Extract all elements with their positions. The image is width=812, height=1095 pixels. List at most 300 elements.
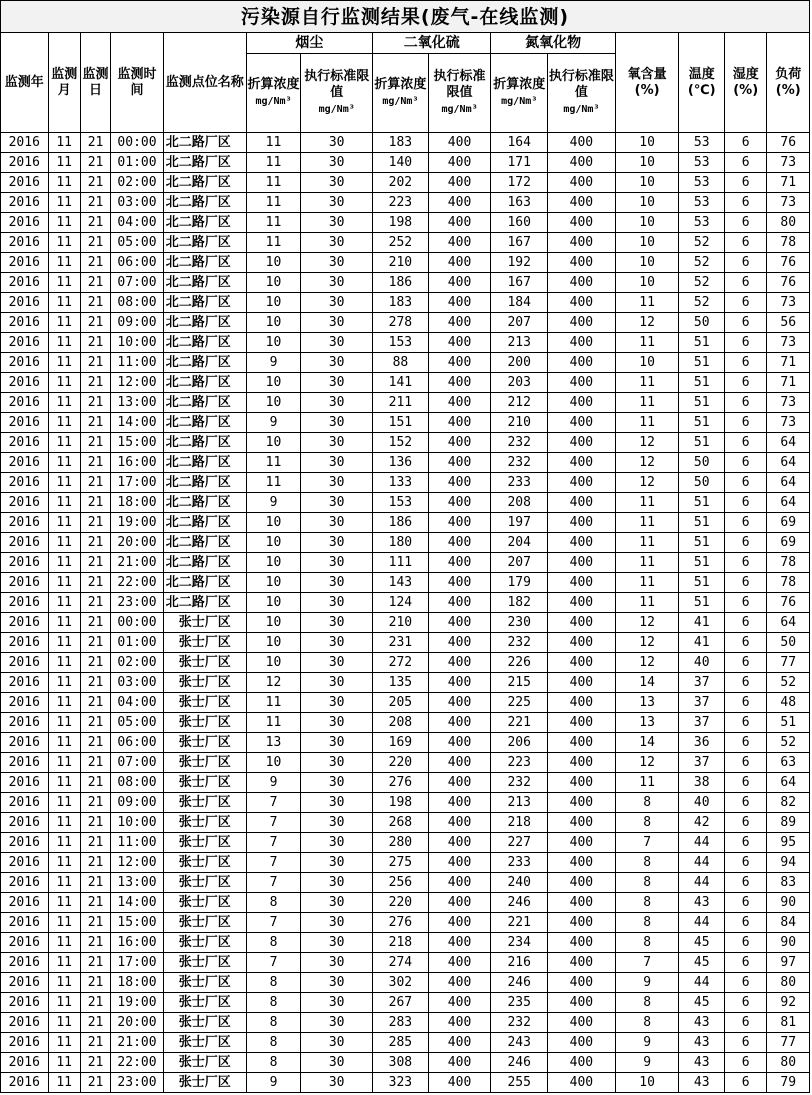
cell-humidity: 6 bbox=[724, 893, 766, 913]
table-row bbox=[1, 453, 810, 473]
cell-soot-conc: 7 bbox=[246, 873, 301, 893]
cell-day: 21 bbox=[80, 973, 110, 993]
cell-nox-limit: 400 bbox=[548, 593, 616, 613]
cell-nox-conc: 213 bbox=[491, 793, 548, 813]
cell-oxygen: 11 bbox=[615, 573, 679, 593]
cell-year: 2016 bbox=[1, 193, 49, 213]
cell-temperature: 43 bbox=[679, 893, 725, 913]
cell-load: 64 bbox=[767, 433, 810, 453]
cell-soot-conc: 8 bbox=[246, 933, 301, 953]
cell-nox-conc: 172 bbox=[491, 173, 548, 193]
cell-month: 11 bbox=[48, 313, 80, 333]
cell-temperature: 42 bbox=[679, 813, 725, 833]
cell-time: 12:00 bbox=[111, 373, 164, 393]
cell-time: 08:00 bbox=[111, 293, 164, 313]
cell-soot-conc: 10 bbox=[246, 533, 301, 553]
cell-humidity: 6 bbox=[724, 433, 766, 453]
cell-soot-conc: 11 bbox=[246, 133, 301, 153]
cell-so2-conc: 141 bbox=[373, 373, 429, 393]
table-row bbox=[1, 533, 810, 553]
cell-site: 张士厂区 bbox=[163, 813, 246, 833]
cell-so2-limit: 400 bbox=[428, 193, 491, 213]
cell-load: 80 bbox=[767, 1053, 810, 1073]
cell-so2-limit: 400 bbox=[428, 913, 491, 933]
cell-nox-conc: 167 bbox=[491, 233, 548, 253]
cell-oxygen: 10 bbox=[615, 233, 679, 253]
cell-site: 北二路厂区 bbox=[163, 233, 246, 253]
cell-month: 11 bbox=[48, 373, 80, 393]
cell-soot-limit: 30 bbox=[301, 793, 373, 813]
cell-load: 64 bbox=[767, 473, 810, 493]
table-header bbox=[1, 33, 810, 133]
cell-year: 2016 bbox=[1, 453, 49, 473]
cell-time: 03:00 bbox=[111, 673, 164, 693]
cell-nox-conc: 230 bbox=[491, 613, 548, 633]
cell-temperature: 51 bbox=[679, 373, 725, 393]
cell-so2-conc: 153 bbox=[373, 493, 429, 513]
cell-nox-limit: 400 bbox=[548, 873, 616, 893]
cell-humidity: 6 bbox=[724, 273, 766, 293]
cell-time: 04:00 bbox=[111, 693, 164, 713]
cell-temperature: 51 bbox=[679, 593, 725, 613]
cell-so2-limit: 400 bbox=[428, 493, 491, 513]
table-row bbox=[1, 893, 810, 913]
cell-humidity: 6 bbox=[724, 953, 766, 973]
cell-humidity: 6 bbox=[724, 673, 766, 693]
cell-humidity: 6 bbox=[724, 153, 766, 173]
cell-site: 北二路厂区 bbox=[163, 173, 246, 193]
cell-temperature: 51 bbox=[679, 573, 725, 593]
cell-day: 21 bbox=[80, 1073, 110, 1093]
cell-nox-limit: 400 bbox=[548, 553, 616, 573]
cell-day: 21 bbox=[80, 413, 110, 433]
cell-oxygen: 10 bbox=[615, 1073, 679, 1093]
cell-soot-limit: 30 bbox=[301, 373, 373, 393]
cell-so2-conc: 283 bbox=[373, 1013, 429, 1033]
cell-soot-limit: 30 bbox=[301, 633, 373, 653]
cell-humidity: 6 bbox=[724, 813, 766, 833]
cell-day: 21 bbox=[80, 953, 110, 973]
cell-nox-conc: 221 bbox=[491, 913, 548, 933]
cell-soot-conc: 9 bbox=[246, 773, 301, 793]
cell-nox-conc: 213 bbox=[491, 333, 548, 353]
cell-soot-conc: 10 bbox=[246, 393, 301, 413]
cell-day: 21 bbox=[80, 573, 110, 593]
cell-soot-conc: 9 bbox=[246, 493, 301, 513]
cell-load: 73 bbox=[767, 333, 810, 353]
cell-soot-conc: 10 bbox=[246, 273, 301, 293]
cell-year: 2016 bbox=[1, 633, 49, 653]
table-row bbox=[1, 433, 810, 453]
cell-temperature: 52 bbox=[679, 293, 725, 313]
cell-time: 02:00 bbox=[111, 173, 164, 193]
cell-time: 19:00 bbox=[111, 513, 164, 533]
header-site: 监测点位名称 bbox=[163, 33, 246, 133]
cell-so2-conc: 186 bbox=[373, 273, 429, 293]
cell-oxygen: 11 bbox=[615, 293, 679, 313]
cell-nox-limit: 400 bbox=[548, 313, 616, 333]
cell-nox-limit: 400 bbox=[548, 713, 616, 733]
cell-year: 2016 bbox=[1, 993, 49, 1013]
cell-so2-conc: 256 bbox=[373, 873, 429, 893]
cell-humidity: 6 bbox=[724, 513, 766, 533]
table-row bbox=[1, 593, 810, 613]
cell-nox-limit: 400 bbox=[548, 453, 616, 473]
cell-site: 北二路厂区 bbox=[163, 533, 246, 553]
cell-site: 张士厂区 bbox=[163, 1013, 246, 1033]
cell-so2-limit: 400 bbox=[428, 873, 491, 893]
cell-humidity: 6 bbox=[724, 553, 766, 573]
cell-year: 2016 bbox=[1, 293, 49, 313]
cell-soot-conc: 11 bbox=[246, 473, 301, 493]
table-row bbox=[1, 933, 810, 953]
cell-soot-conc: 8 bbox=[246, 993, 301, 1013]
cell-soot-limit: 30 bbox=[301, 1073, 373, 1093]
cell-year: 2016 bbox=[1, 753, 49, 773]
cell-day: 21 bbox=[80, 273, 110, 293]
cell-humidity: 6 bbox=[724, 613, 766, 633]
cell-temperature: 53 bbox=[679, 173, 725, 193]
cell-so2-limit: 400 bbox=[428, 713, 491, 733]
cell-nox-limit: 400 bbox=[548, 433, 616, 453]
cell-site: 北二路厂区 bbox=[163, 593, 246, 613]
cell-so2-conc: 136 bbox=[373, 453, 429, 473]
cell-year: 2016 bbox=[1, 933, 49, 953]
table-row bbox=[1, 353, 810, 373]
cell-site: 张士厂区 bbox=[163, 933, 246, 953]
cell-nox-conc: 255 bbox=[491, 1073, 548, 1093]
cell-so2-limit: 400 bbox=[428, 473, 491, 493]
cell-nox-limit: 400 bbox=[548, 173, 616, 193]
cell-month: 11 bbox=[48, 693, 80, 713]
cell-site: 北二路厂区 bbox=[163, 433, 246, 453]
cell-so2-limit: 400 bbox=[428, 813, 491, 833]
cell-nox-conc: 215 bbox=[491, 673, 548, 693]
cell-site: 张士厂区 bbox=[163, 853, 246, 873]
cell-soot-conc: 8 bbox=[246, 893, 301, 913]
cell-soot-conc: 7 bbox=[246, 813, 301, 833]
cell-so2-limit: 400 bbox=[428, 353, 491, 373]
cell-month: 11 bbox=[48, 473, 80, 493]
cell-oxygen: 12 bbox=[615, 313, 679, 333]
cell-day: 21 bbox=[80, 1053, 110, 1073]
cell-oxygen: 11 bbox=[615, 373, 679, 393]
cell-month: 11 bbox=[48, 853, 80, 873]
cell-soot-limit: 30 bbox=[301, 413, 373, 433]
cell-soot-conc: 11 bbox=[246, 153, 301, 173]
cell-nox-limit: 400 bbox=[548, 973, 616, 993]
cell-time: 10:00 bbox=[111, 333, 164, 353]
cell-load: 64 bbox=[767, 493, 810, 513]
cell-temperature: 51 bbox=[679, 393, 725, 413]
cell-temperature: 50 bbox=[679, 453, 725, 473]
header-nox-conc: 折算浓度 mg/Nm³ bbox=[491, 54, 548, 133]
cell-humidity: 6 bbox=[724, 1013, 766, 1033]
cell-nox-conc: 163 bbox=[491, 193, 548, 213]
cell-temperature: 51 bbox=[679, 413, 725, 433]
cell-so2-conc: 210 bbox=[373, 613, 429, 633]
cell-day: 21 bbox=[80, 753, 110, 773]
cell-nox-conc: 232 bbox=[491, 453, 548, 473]
cell-month: 11 bbox=[48, 793, 80, 813]
cell-site: 北二路厂区 bbox=[163, 313, 246, 333]
cell-temperature: 52 bbox=[679, 253, 725, 273]
cell-oxygen: 9 bbox=[615, 973, 679, 993]
cell-humidity: 6 bbox=[724, 313, 766, 333]
cell-temperature: 38 bbox=[679, 773, 725, 793]
cell-so2-limit: 400 bbox=[428, 253, 491, 273]
cell-so2-limit: 400 bbox=[428, 333, 491, 353]
cell-month: 11 bbox=[48, 773, 80, 793]
cell-day: 21 bbox=[80, 533, 110, 553]
cell-so2-conc: 275 bbox=[373, 853, 429, 873]
cell-so2-limit: 400 bbox=[428, 853, 491, 873]
cell-year: 2016 bbox=[1, 373, 49, 393]
table-row bbox=[1, 373, 810, 393]
cell-day: 21 bbox=[80, 393, 110, 413]
cell-soot-conc: 10 bbox=[246, 293, 301, 313]
cell-load: 97 bbox=[767, 953, 810, 973]
cell-temperature: 52 bbox=[679, 233, 725, 253]
cell-nox-conc: 179 bbox=[491, 573, 548, 593]
cell-soot-conc: 12 bbox=[246, 673, 301, 693]
table-row bbox=[1, 333, 810, 353]
cell-load: 73 bbox=[767, 393, 810, 413]
cell-day: 21 bbox=[80, 933, 110, 953]
cell-nox-limit: 400 bbox=[548, 893, 616, 913]
cell-site: 张士厂区 bbox=[163, 1073, 246, 1093]
table-row bbox=[1, 653, 810, 673]
cell-soot-limit: 30 bbox=[301, 153, 373, 173]
cell-year: 2016 bbox=[1, 153, 49, 173]
cell-time: 09:00 bbox=[111, 313, 164, 333]
cell-nox-limit: 400 bbox=[548, 733, 616, 753]
table-row bbox=[1, 553, 810, 573]
cell-nox-limit: 400 bbox=[548, 753, 616, 773]
cell-soot-conc: 10 bbox=[246, 313, 301, 333]
cell-load: 83 bbox=[767, 873, 810, 893]
cell-year: 2016 bbox=[1, 253, 49, 273]
cell-site: 张士厂区 bbox=[163, 993, 246, 1013]
cell-load: 64 bbox=[767, 773, 810, 793]
cell-soot-limit: 30 bbox=[301, 1013, 373, 1033]
cell-so2-limit: 400 bbox=[428, 133, 491, 153]
cell-month: 11 bbox=[48, 333, 80, 353]
cell-load: 69 bbox=[767, 533, 810, 553]
cell-soot-limit: 30 bbox=[301, 433, 373, 453]
cell-load: 94 bbox=[767, 853, 810, 873]
cell-soot-conc: 11 bbox=[246, 193, 301, 213]
cell-load: 90 bbox=[767, 893, 810, 913]
cell-year: 2016 bbox=[1, 553, 49, 573]
cell-soot-limit: 30 bbox=[301, 213, 373, 233]
cell-time: 16:00 bbox=[111, 933, 164, 953]
cell-time: 18:00 bbox=[111, 973, 164, 993]
cell-soot-conc: 8 bbox=[246, 973, 301, 993]
cell-nox-limit: 400 bbox=[548, 833, 616, 853]
cell-oxygen: 8 bbox=[615, 993, 679, 1013]
cell-oxygen: 9 bbox=[615, 1053, 679, 1073]
cell-load: 52 bbox=[767, 673, 810, 693]
cell-load: 48 bbox=[767, 693, 810, 713]
cell-so2-conc: 210 bbox=[373, 253, 429, 273]
cell-nox-limit: 400 bbox=[548, 573, 616, 593]
cell-month: 11 bbox=[48, 833, 80, 853]
cell-so2-limit: 400 bbox=[428, 833, 491, 853]
cell-day: 21 bbox=[80, 213, 110, 233]
cell-humidity: 6 bbox=[724, 253, 766, 273]
cell-day: 21 bbox=[80, 133, 110, 153]
cell-humidity: 6 bbox=[724, 393, 766, 413]
cell-year: 2016 bbox=[1, 393, 49, 413]
cell-site: 北二路厂区 bbox=[163, 573, 246, 593]
cell-nox-conc: 221 bbox=[491, 713, 548, 733]
cell-year: 2016 bbox=[1, 233, 49, 253]
cell-year: 2016 bbox=[1, 693, 49, 713]
cell-day: 21 bbox=[80, 553, 110, 573]
cell-time: 05:00 bbox=[111, 713, 164, 733]
cell-year: 2016 bbox=[1, 1053, 49, 1073]
cell-soot-limit: 30 bbox=[301, 573, 373, 593]
cell-temperature: 44 bbox=[679, 833, 725, 853]
cell-time: 11:00 bbox=[111, 833, 164, 853]
cell-month: 11 bbox=[48, 453, 80, 473]
header-so2-limit: 执行标准限值 mg/Nm³ bbox=[428, 54, 491, 133]
cell-nox-limit: 400 bbox=[548, 1073, 616, 1093]
cell-site: 张士厂区 bbox=[163, 893, 246, 913]
cell-nox-conc: 206 bbox=[491, 733, 548, 753]
cell-day: 21 bbox=[80, 913, 110, 933]
cell-time: 22:00 bbox=[111, 573, 164, 593]
cell-nox-limit: 400 bbox=[548, 1053, 616, 1073]
cell-site: 张士厂区 bbox=[163, 953, 246, 973]
cell-temperature: 43 bbox=[679, 1013, 725, 1033]
cell-time: 17:00 bbox=[111, 953, 164, 973]
cell-temperature: 51 bbox=[679, 533, 725, 553]
cell-nox-conc: 223 bbox=[491, 753, 548, 773]
cell-time: 09:00 bbox=[111, 793, 164, 813]
cell-temperature: 37 bbox=[679, 753, 725, 773]
cell-oxygen: 12 bbox=[615, 613, 679, 633]
table-row bbox=[1, 393, 810, 413]
cell-temperature: 52 bbox=[679, 273, 725, 293]
cell-day: 21 bbox=[80, 313, 110, 333]
cell-load: 64 bbox=[767, 613, 810, 633]
cell-so2-conc: 152 bbox=[373, 433, 429, 453]
cell-day: 21 bbox=[80, 653, 110, 673]
cell-load: 76 bbox=[767, 593, 810, 613]
cell-nox-conc: 210 bbox=[491, 413, 548, 433]
cell-time: 23:00 bbox=[111, 1073, 164, 1093]
cell-soot-conc: 8 bbox=[246, 1033, 301, 1053]
cell-soot-conc: 8 bbox=[246, 1013, 301, 1033]
cell-year: 2016 bbox=[1, 493, 49, 513]
cell-nox-limit: 400 bbox=[548, 1013, 616, 1033]
cell-soot-limit: 30 bbox=[301, 313, 373, 333]
cell-nox-conc: 197 bbox=[491, 513, 548, 533]
cell-so2-conc: 220 bbox=[373, 893, 429, 913]
cell-so2-conc: 133 bbox=[373, 473, 429, 493]
cell-month: 11 bbox=[48, 133, 80, 153]
cell-month: 11 bbox=[48, 573, 80, 593]
cell-nox-conc: 233 bbox=[491, 473, 548, 493]
cell-site: 张士厂区 bbox=[163, 873, 246, 893]
cell-day: 21 bbox=[80, 813, 110, 833]
cell-day: 21 bbox=[80, 233, 110, 253]
table-row bbox=[1, 753, 810, 773]
cell-soot-conc: 10 bbox=[246, 373, 301, 393]
table-row bbox=[1, 673, 810, 693]
cell-soot-limit: 30 bbox=[301, 233, 373, 253]
cell-so2-limit: 400 bbox=[428, 733, 491, 753]
cell-so2-limit: 400 bbox=[428, 773, 491, 793]
cell-month: 11 bbox=[48, 993, 80, 1013]
cell-soot-limit: 30 bbox=[301, 493, 373, 513]
cell-oxygen: 10 bbox=[615, 133, 679, 153]
cell-site: 张士厂区 bbox=[163, 793, 246, 813]
table-row bbox=[1, 173, 810, 193]
header-so2-conc: 折算浓度 mg/Nm³ bbox=[373, 54, 429, 133]
cell-soot-conc: 10 bbox=[246, 513, 301, 533]
cell-nox-limit: 400 bbox=[548, 413, 616, 433]
cell-so2-limit: 400 bbox=[428, 933, 491, 953]
cell-soot-conc: 7 bbox=[246, 853, 301, 873]
cell-year: 2016 bbox=[1, 473, 49, 493]
cell-nox-limit: 400 bbox=[548, 933, 616, 953]
cell-month: 11 bbox=[48, 1053, 80, 1073]
cell-humidity: 6 bbox=[724, 993, 766, 1013]
cell-temperature: 51 bbox=[679, 513, 725, 533]
cell-load: 78 bbox=[767, 573, 810, 593]
cell-oxygen: 12 bbox=[615, 453, 679, 473]
cell-day: 21 bbox=[80, 173, 110, 193]
cell-load: 71 bbox=[767, 173, 810, 193]
cell-oxygen: 8 bbox=[615, 873, 679, 893]
cell-day: 21 bbox=[80, 593, 110, 613]
cell-site: 北二路厂区 bbox=[163, 273, 246, 293]
cell-so2-conc: 198 bbox=[373, 213, 429, 233]
cell-nox-conc: 160 bbox=[491, 213, 548, 233]
cell-soot-limit: 30 bbox=[301, 953, 373, 973]
cell-site: 北二路厂区 bbox=[163, 253, 246, 273]
table-row bbox=[1, 1013, 810, 1033]
cell-humidity: 6 bbox=[724, 333, 766, 353]
cell-day: 21 bbox=[80, 673, 110, 693]
cell-humidity: 6 bbox=[724, 1073, 766, 1093]
cell-temperature: 53 bbox=[679, 153, 725, 173]
cell-soot-limit: 30 bbox=[301, 733, 373, 753]
cell-nox-conc: 240 bbox=[491, 873, 548, 893]
cell-oxygen: 11 bbox=[615, 393, 679, 413]
cell-nox-conc: 232 bbox=[491, 433, 548, 453]
cell-nox-limit: 400 bbox=[548, 513, 616, 533]
table-row bbox=[1, 1053, 810, 1073]
cell-month: 11 bbox=[48, 153, 80, 173]
cell-soot-conc: 11 bbox=[246, 453, 301, 473]
cell-time: 17:00 bbox=[111, 473, 164, 493]
cell-so2-conc: 124 bbox=[373, 593, 429, 613]
cell-soot-conc: 10 bbox=[246, 613, 301, 633]
cell-load: 90 bbox=[767, 933, 810, 953]
cell-so2-conc: 274 bbox=[373, 953, 429, 973]
cell-temperature: 45 bbox=[679, 993, 725, 1013]
cell-soot-limit: 30 bbox=[301, 453, 373, 473]
cell-year: 2016 bbox=[1, 173, 49, 193]
cell-month: 11 bbox=[48, 173, 80, 193]
cell-soot-limit: 30 bbox=[301, 353, 373, 373]
cell-soot-conc: 7 bbox=[246, 953, 301, 973]
cell-day: 21 bbox=[80, 453, 110, 473]
